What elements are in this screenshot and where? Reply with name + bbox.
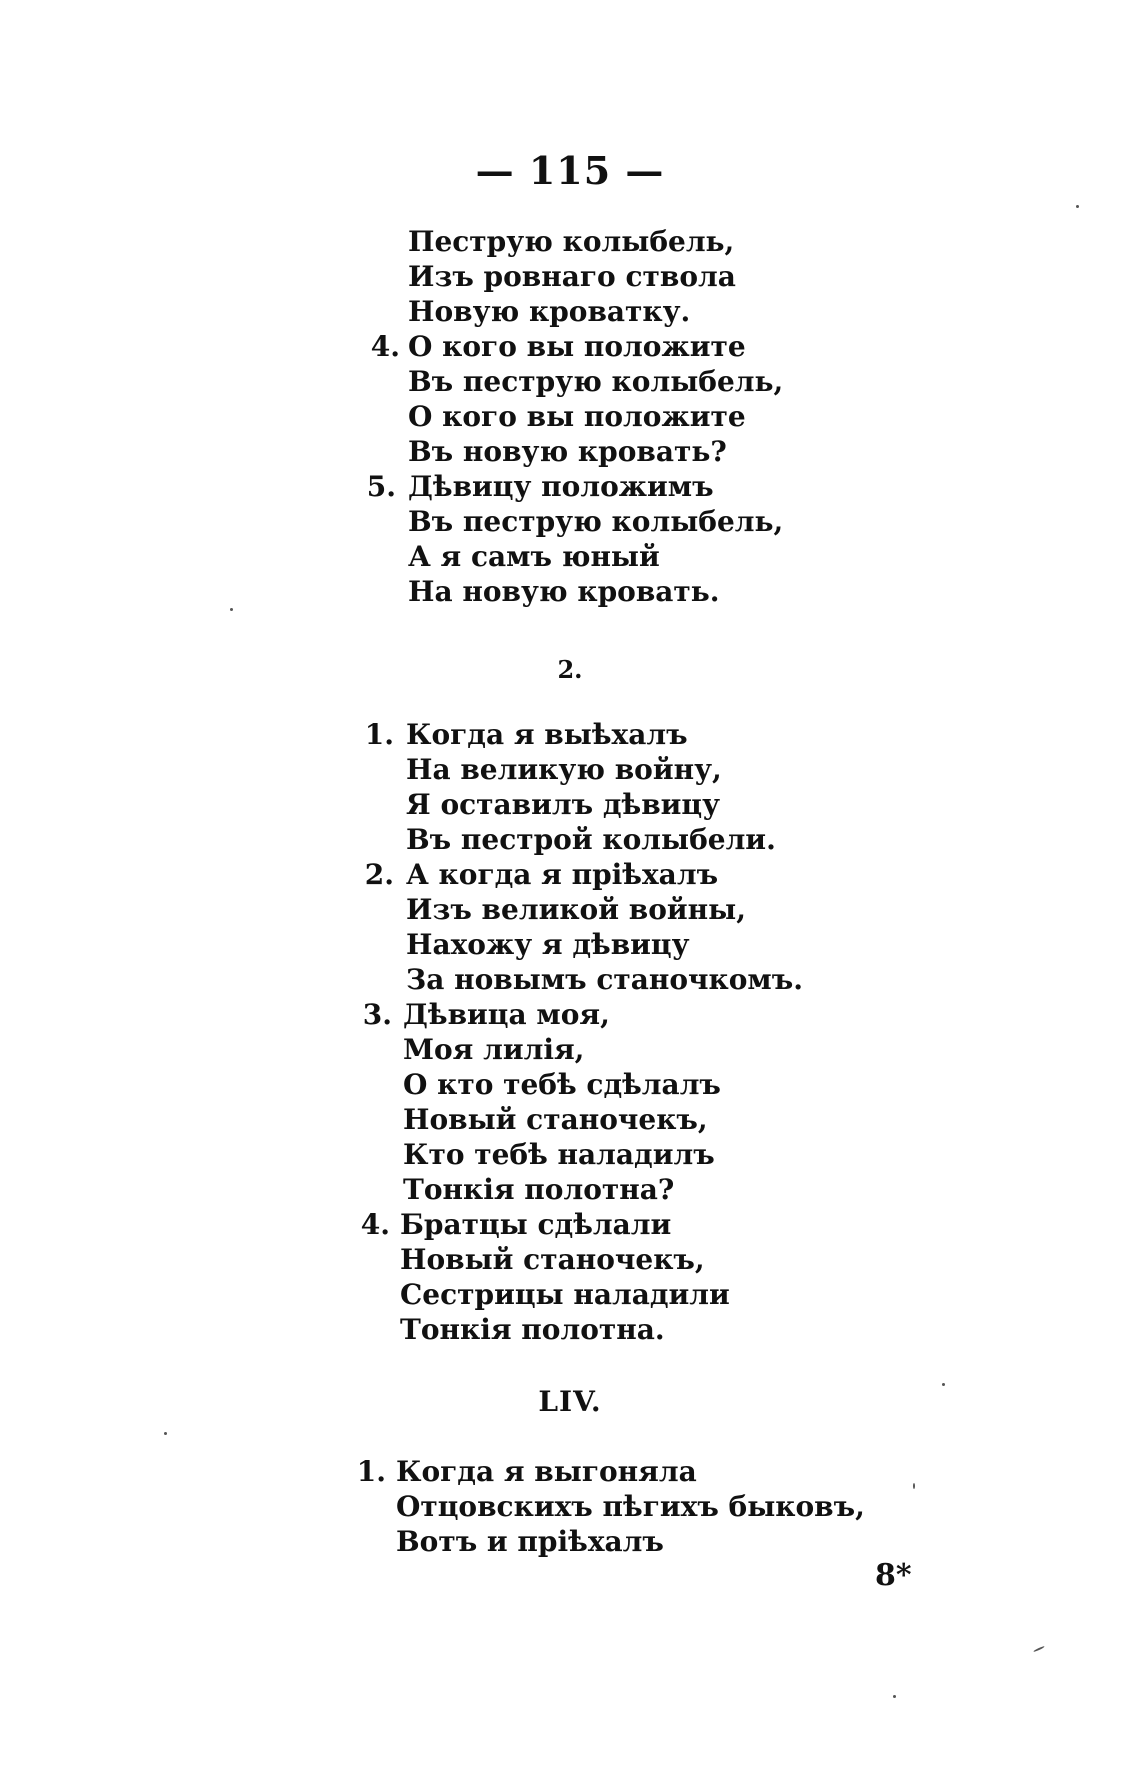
verse-line: За новымъ станочкомъ. [406,963,803,996]
stanza-number: 2. [364,858,394,891]
verse-line: О кто тебѣ сдѣлалъ [403,1068,721,1101]
stanza-number: 3. [362,998,392,1031]
scan-speck [1033,1646,1045,1653]
stanza-number: 5. [366,470,396,503]
verse-line: Когда я выгоняла [396,1455,697,1488]
verse-line: А я самъ юный [408,540,660,573]
verse-line: Новую кроватку. [408,295,691,328]
verse-line: Въ новую кровать? [408,435,727,468]
verse-line: Когда я выѣхалъ [406,718,688,751]
verse-line: Въ пеструю колыбель, [408,365,784,398]
verse-line: Въ пестрой колыбели. [406,823,776,856]
verse-line: На новую кровать. [408,575,720,608]
verse-line: Дѣвицу положимъ [408,470,714,503]
verse-line: Новый станочекъ, [400,1243,705,1276]
signature-mark: 8* [875,1558,912,1593]
verse-line: Новый станочекъ, [403,1103,708,1136]
verse-line: Тонкія полотна. [400,1313,665,1346]
verse-line: Пеструю колыбель, [408,225,735,258]
verse-line: Нахожу я дѣвицу [406,928,690,961]
verse-line: Я оставилъ дѣвицу [406,788,721,821]
stanza-number: 1. [364,718,394,751]
verse-line: Братцы сдѣлали [400,1208,672,1241]
verse-line: Сестрицы наладили [400,1278,730,1311]
stanza-number: 4. [370,330,400,363]
verse-line: Кто тебѣ наладилъ [403,1138,715,1171]
verse-line: Тонкія полотна? [403,1173,675,1206]
scan-speck [1076,205,1079,208]
scan-speck [942,1383,945,1386]
verse-line: На великую войну, [406,753,722,786]
stanza-number: 1. [356,1455,386,1488]
verse-line: А когда я пріѣхалъ [406,858,719,891]
page-number: — 115 — [475,148,665,193]
scan-speck [230,608,233,611]
verse-line: О кого вы положите [408,400,746,433]
stanza-number: 4. [360,1208,390,1241]
verse-line: Въ пеструю колыбель, [408,505,784,538]
verse-line: Отцовскихъ пѣгихъ быковъ, [396,1490,865,1523]
verse-line: О кого вы положите [408,330,746,363]
verse-line: Изъ ровнаго ствола [408,260,736,293]
verse-line: Изъ великой войны, [406,893,746,926]
verse-line: Дѣвица моя, [403,998,610,1031]
verse-line: Вотъ и пріѣхалъ [396,1525,664,1558]
scan-speck [913,1483,915,1489]
scan-speck [893,1695,896,1698]
verse-line: Моя лилія, [403,1033,585,1066]
section-heading-liv: LIV. [538,1385,602,1418]
section-heading-2: 2. [557,655,583,684]
scan-speck [164,1432,167,1435]
